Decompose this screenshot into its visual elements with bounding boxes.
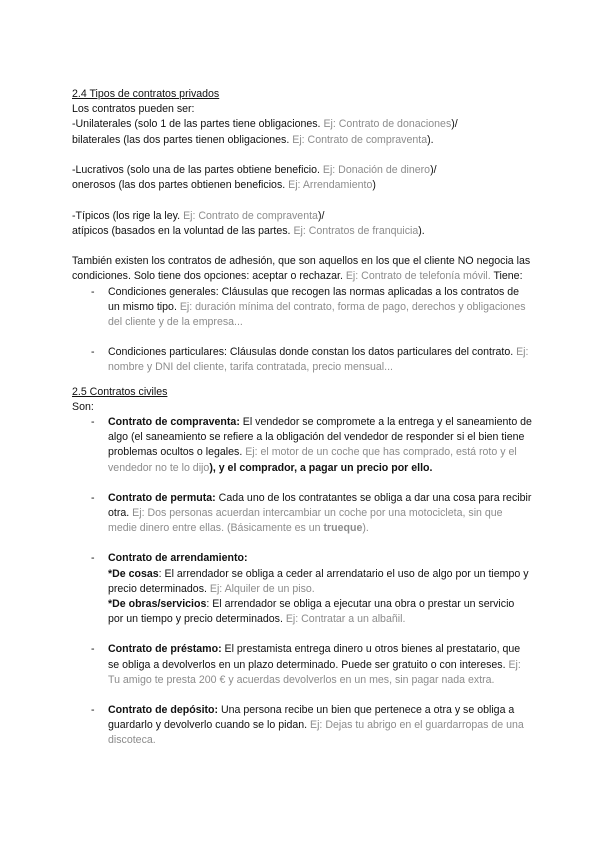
list-item-compraventa: - Contrato de compraventa: El vendedor se compromete a la entrega y el saneamiento de algo (el saneamiento se refiere a la obligación del vendedor de responder si el bien tiene problemas ocultos o legales. Ej: el motor de un coche que has comprado, está roto y el vendedor no te lo dijo), y el comprador, a pagar un precio por ello. xyxy=(91,416,532,474)
paragraph-adhesion: También existen los contratos de adhesión, que son aquellos en los que el cliente NO negocia las condiciones. Solo tiene dos opciones: aceptar o rechazar. Ej: Contrato de telefonía móvil. Tiene: xyxy=(72,255,531,283)
adhesion-conditions-list xyxy=(72,285,532,376)
civil-contracts-list xyxy=(72,415,532,749)
list-item: - Condiciones particulares: Cláusulas donde constan los datos particulares del contrato. Ej: nombre y DNI del cliente, tarifa contratada, precio mensual... xyxy=(91,346,529,374)
paragraph-bilaterales: bilaterales (las dos partes tienen obligaciones. Ej: Contrato de compraventa). xyxy=(72,133,434,146)
list-item-prestamo: - Contrato de préstamo: El prestamista entrega dinero u otros bienes al prestatario, que se obliga a devolverlos en un plazo determinado. Puede ser gratuito o con intereses. Ej: Tu amigo te presta 200 € y acuerdas devolverlos en un mes, sin pagar nada extra. xyxy=(91,643,521,686)
paragraph-tipicos: -Típicos (los rige la ley. Ej: Contrato de compraventa)/ xyxy=(72,209,325,222)
list-item: - Condiciones generales: Cláusulas que recogen las normas aplicadas a los contratos de un mismo tipo. Ej: duración mínima del contrato, forma de pago, derechos y obligaciones del cliente y de la empresa... xyxy=(91,285,526,328)
paragraph-onerosos: onerosos (las dos partes obtienen beneficios. Ej: Arrendamiento) xyxy=(72,179,376,192)
intro-text: Son: xyxy=(72,400,94,413)
list-item-arrendamiento: - Contrato de arrendamiento: *De cosas: El arrendador se obliga a ceder al arrendatario el uso de algo por un tiempo y precio determinados. Ej: Alquiler de un piso. *De obras/servicios: El arrendador se obliga a ejecutar una obra o prestar un servicio por un tiempo y precio determinados. Ej: Contratar a un albañil. xyxy=(91,552,529,626)
paragraph-lucrativos: -Lucrativos (solo una de las partes obtiene beneficio. Ej: Donación de dinero)/ xyxy=(72,164,437,176)
document-content xyxy=(72,87,532,749)
list-item-permuta: - Contrato de permuta: Cada uno de los contratantes se obliga a dar una cosa para recibir otra. Ej: Dos personas acuerdan intercambiar un coche por una motocicleta, sin que medie dinero entre ellas. (Básicamente es un trueque). xyxy=(91,491,532,535)
list-item-deposito: - Contrato de depósito: Una persona recibe un bien que pertenece a otra y se obliga a guardarlo y devolverlo cuando se lo pidan. Ej: Dejas tu abrigo en el guardarropas de una discoteca. xyxy=(91,704,524,747)
section-heading-2-5: 2.5 Contratos civiles xyxy=(72,385,168,398)
section-heading-2-4: 2.4 Tipos de contratos privados xyxy=(72,88,220,100)
intro-text: Los contratos pueden ser: xyxy=(72,103,195,116)
paragraph-atipicos: atípicos (basados en la voluntad de las partes. Ej: Contratos de franquicia). xyxy=(72,224,425,237)
paragraph-unilaterales: -Unilaterales (solo 1 de las partes tiene obligaciones. Ej: Contrato de donaciones)/ xyxy=(72,118,458,131)
